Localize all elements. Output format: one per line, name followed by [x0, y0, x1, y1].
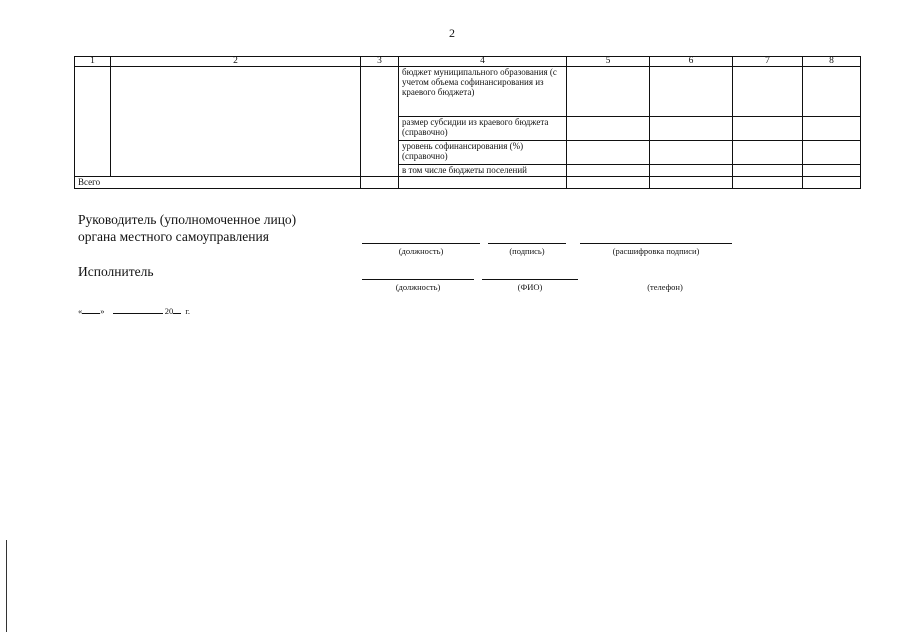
row-label: уровень софинансирования (%) (справочно)	[399, 141, 567, 165]
table-cell	[650, 117, 733, 141]
head-position-line	[362, 243, 480, 244]
row-label: бюджет муниципального образования (с учетом объема софинансирования из краевого бюджета)	[399, 67, 567, 117]
head-decoding-line	[580, 243, 732, 244]
table-cell	[733, 141, 803, 165]
table-cell	[650, 177, 733, 189]
col-header: 3	[361, 57, 399, 67]
table-cell	[733, 165, 803, 177]
table-cell	[803, 177, 861, 189]
table-cell	[399, 177, 567, 189]
table-cell	[650, 67, 733, 117]
head-decoding-caption: (расшифровка подписи)	[612, 246, 700, 256]
header-row	[75, 57, 861, 67]
head-signature-caption: (подпись)	[509, 246, 545, 256]
table-cell	[361, 67, 399, 177]
table-cell	[567, 177, 650, 189]
table-row	[75, 67, 861, 117]
table-cell	[75, 67, 111, 177]
table-cell	[567, 141, 650, 165]
col-header: 2	[111, 57, 361, 67]
page-number: 2	[449, 26, 455, 40]
table-cell	[803, 67, 861, 117]
table-cell	[803, 165, 861, 177]
table-cell	[567, 67, 650, 117]
col-header: 1	[75, 57, 111, 67]
form-table	[74, 56, 861, 189]
table-cell	[733, 117, 803, 141]
head-title-line1: Руководитель (уполномоченное лицо)	[78, 212, 297, 227]
total-row	[75, 177, 861, 189]
scan-edge-mark	[6, 540, 7, 632]
executor-phone-caption: (телефон)	[647, 282, 683, 292]
row-label: в том числе бюджеты поселений	[399, 165, 567, 177]
day-blank	[82, 313, 100, 314]
col-header: 4	[399, 57, 567, 67]
executor-title: Исполнитель	[78, 264, 154, 279]
table-cell	[361, 177, 399, 189]
table-cell	[111, 67, 361, 177]
row-label: размер субсидии из краевого бюджета (справочно)	[399, 117, 567, 141]
month-blank	[113, 313, 163, 314]
table-cell	[567, 165, 650, 177]
col-header: 5	[567, 57, 650, 67]
head-signature-line	[488, 243, 566, 244]
table-cell	[803, 141, 861, 165]
col-header: 6	[650, 57, 733, 67]
year-prefix: 20	[164, 306, 174, 316]
head-position-caption: (должность)	[398, 246, 444, 256]
date-close-quote: »	[100, 306, 105, 316]
date-line	[78, 306, 190, 316]
col-header: 8	[803, 57, 861, 67]
executor-name-caption: (ФИО)	[517, 282, 543, 292]
table-cell	[650, 141, 733, 165]
table-cell	[650, 165, 733, 177]
total-label: Всего	[75, 177, 361, 189]
table-cell	[567, 117, 650, 141]
year-suffix: г.	[185, 306, 191, 316]
table-cell	[733, 67, 803, 117]
executor-name-line	[482, 279, 578, 280]
head-title-line2: органа местного самоуправления	[78, 229, 269, 244]
executor-position-line	[362, 279, 474, 280]
date-open-quote: «	[78, 306, 83, 316]
table-cell	[803, 117, 861, 141]
year-blank	[173, 313, 181, 314]
col-header: 7	[733, 57, 803, 67]
executor-position-caption: (должность)	[395, 282, 441, 292]
table-cell	[733, 177, 803, 189]
